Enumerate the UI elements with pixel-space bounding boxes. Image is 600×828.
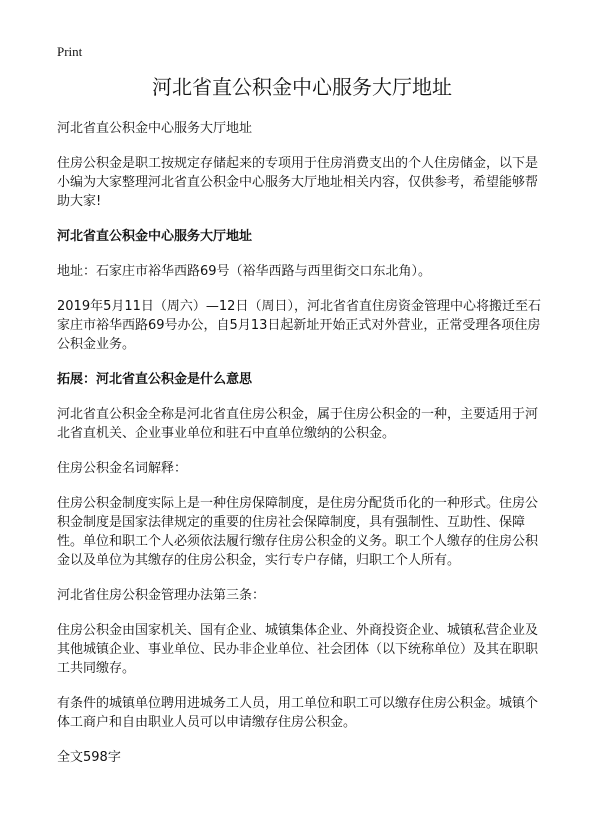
page-title: 河北省直公积金中心服务大厅地址	[152, 75, 452, 99]
address-paragraph: 地址：石家庄市裕华西路69号（裕华西路与西里街交口东北角）。	[57, 264, 432, 279]
print-label[interactable]: Print	[57, 44, 83, 59]
article-subtitle: 河北省直公积金中心服务大厅地址	[57, 121, 253, 136]
move-notice-paragraph: 2019年5月11日（周六）—12日（周日），河北省省直住房资金管理中心将搬迁至石家庄市裕华西路69号办公，自5月13日起新址开始正式对外营业，正常受理各项住房公积金业务。	[57, 299, 541, 352]
section-heading-meaning: 拓展：河北省直公积金是什么意思	[57, 372, 253, 387]
rule-label: 河北省住房公积金管理办法第三条：	[57, 588, 266, 603]
meaning-paragraph: 河北省直公积金全称是河北省直住房公积金，属于住房公积金的一种，主要适用于河北省直机关、企业事业单位和驻石中直单位缴纳的公积金。	[57, 407, 539, 441]
section-heading-address: 河北省直公积金中心服务大厅地址	[57, 229, 253, 244]
term-label: 住房公积金名词解释：	[57, 461, 188, 476]
rule-text-paragraph: 住房公积金由国家机关、国有企业、城镇集体企业、外商投资企业、城镇私营企业及其他城镇企业、事业单位、民办非企业单位、社会团体（以下统称单位）及其在职职工共同缴存。	[57, 623, 539, 676]
word-count: 全文598字	[57, 750, 121, 765]
intro-paragraph: 住房公积金是职工按规定存储起来的专项用于住房消费支出的个人住房储金，以下是小编为大家整理河北省直公积金中心服务大厅地址相关内容，仅供参考，希望能够帮助大家!	[57, 156, 539, 209]
term-explanation-paragraph: 住房公积金制度实际上是一种住房保障制度，是住房分配货币化的一种形式。住房公积金制度是国家法律规定的重要的住房社会保障制度，具有强制性、互助性、保障性。单位和职工个人必须依法履行缴存住房公积金的义务。职工个人缴存的住房公积金以及单位为其缴存的住房公积金，实行专户存储，归职工个人所有。	[57, 496, 539, 568]
optional-text-paragraph: 有条件的城镇单位聘用进城务工人员，用工单位和职工可以缴存住房公积金。城镇个体工商户和自由职业人员可以申请缴存住房公积金。	[57, 696, 539, 730]
